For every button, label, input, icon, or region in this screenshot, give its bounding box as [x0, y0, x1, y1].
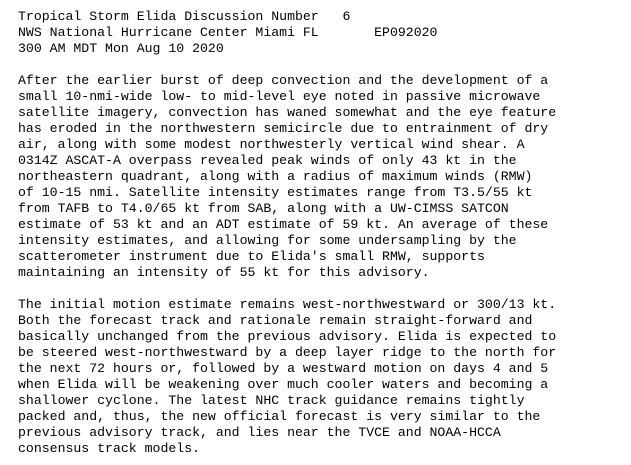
discussion-title: Tropical Storm Elida Discussion Number 6	[18, 9, 351, 24]
text-line: satellite imagery, convection has waned somewhat and the eye feature	[18, 105, 557, 120]
text-line: maintaining an intensity of 55 kt for this advisory.	[18, 265, 430, 280]
text-line: when Elida will be weakening over much cooler waters and becoming a	[18, 377, 549, 392]
text-line: air, along with some modest northwesterly vertical wind shear. A	[18, 137, 525, 152]
issuing-center: NWS National Hurricane Center Miami FL EP092020	[18, 25, 438, 40]
text-line: of 10-15 nmi. Satellite intensity estimates range from T3.5/55 kt	[18, 185, 533, 200]
text-line: After the earlier burst of deep convection and the development of a	[18, 73, 549, 88]
text-line: previous advisory track, and lies near the TVCE and NOAA-HCCA	[18, 425, 501, 440]
text-line: intensity estimates, and allowing for some undersampling by the	[18, 233, 517, 248]
issue-time: 300 AM MDT Mon Aug 10 2020	[18, 41, 224, 56]
text-line: has eroded in the northwestern semicircle due to entrainment of dry	[18, 121, 549, 136]
text-line: shallower cyclone. The latest NHC track guidance remains tightly	[18, 393, 525, 408]
discussion-document	[18, 9, 628, 457]
text-line: from TAFB to T4.0/65 kt from SAB, along with a UW-CIMSS SATCON	[18, 201, 509, 216]
text-line: consensus track models.	[18, 441, 201, 456]
text-line: 0314Z ASCAT-A overpass revealed peak winds of only 43 kt in the	[18, 153, 517, 168]
blank-line	[18, 281, 628, 297]
text-line: basically unchanged from the previous advisory. Elida is expected to	[18, 329, 557, 344]
paragraph-motion	[18, 297, 628, 457]
text-line: Both the forecast track and rationale remain straight-forward and	[18, 313, 533, 328]
text-line: the next 72 hours or, followed by a westward motion on days 4 and 5	[18, 361, 549, 376]
text-line: scatterometer instrument due to Elida's small RMW, supports	[18, 249, 485, 264]
text-line: be steered west-northwestward by a deep layer ridge to the north for	[18, 345, 557, 360]
paragraph-intensity	[18, 73, 628, 281]
blank-line	[18, 57, 628, 73]
text-line: packed and, thus, the new official forecast is very similar to the	[18, 409, 541, 424]
text-line: estimate of 53 kt and an ADT estimate of 59 kt. An average of these	[18, 217, 549, 232]
text-line: The initial motion estimate remains west-northwestward or 300/13 kt.	[18, 297, 557, 312]
text-line: small 10-nmi-wide low- to mid-level eye noted in passive microwave	[18, 89, 541, 104]
text-line: northeastern quadrant, along with a radius of maximum winds (RMW)	[18, 169, 533, 184]
